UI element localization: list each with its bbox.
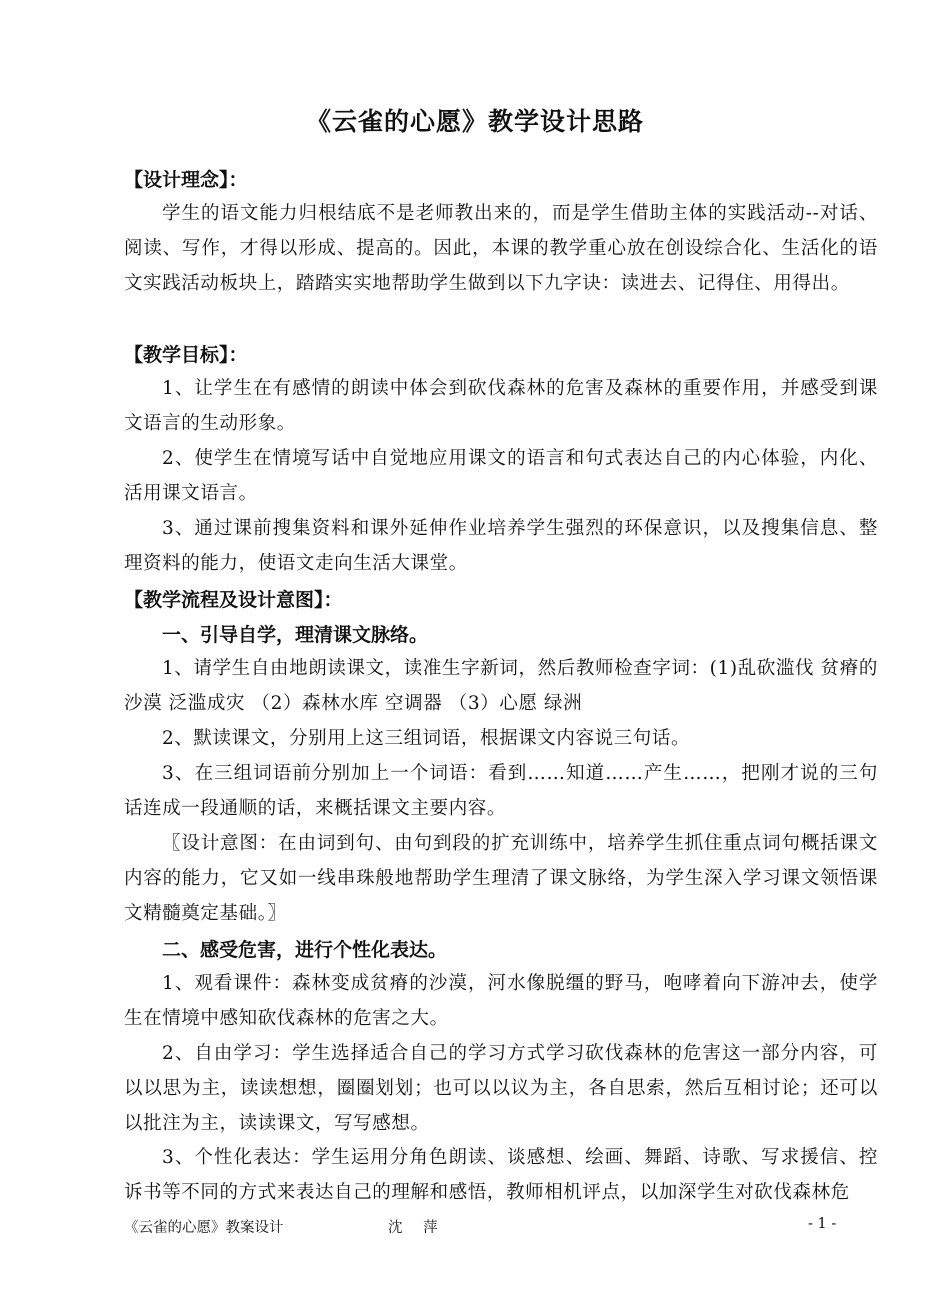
part2-item-3: 3、个性化表达：学生运用分角色朗读、谈感想、绘画、舞蹈、诗歌、写求援信、控诉书等不同的方式来表达自己的理解和感悟，教师相机评点，以加深学生对砍伐森林危 (124, 1147, 878, 1203)
part1-design-intent: 〖设计意图：在由词到句、由句到段的扩充训练中，培养学生抓住重点词句概括课文内容的能力，它又如一线串珠般地帮助学生理清了课文脉络，为学生深入学习课文领悟课文精髓奠定基础。〗 (124, 833, 878, 924)
document-title: 《云雀的心愿》教学设计思路 (305, 107, 644, 136)
part1-heading: 一、引导自学，理清课文脉络。 (162, 624, 429, 646)
part2-heading: 二、感受危害，进行个性化表达。 (162, 939, 448, 961)
part2-item-1: 1、观看课件：森林变成贫瘠的沙漠，河水像脱缰的野马，咆哮着向下游冲去，使学生在情境中感知砍伐森林的危害之大。 (124, 973, 878, 1029)
footer-document-name: 《云雀的心愿》教案设计 (124, 1220, 284, 1236)
process-heading: 【教学流程及设计意图】： (124, 589, 343, 611)
part1-item-2: 2、默读课文，分别用上这三组词语，根据课文内容说三句话。 (162, 728, 691, 749)
part1-item-3: 3、在三组词语前分别加上一个词语：看到……知道……产生……，把刚才说的三句话连成一段通顺的话，来概括课文主要内容。 (124, 763, 878, 819)
concept-paragraph: 学生的语文能力归根结底不是老师教出来的，而是学生借助主体的实践活动--对话、阅读、写作，才得以形成、提高的。因此，本课的教学重心放在创设综合化、生活化的语文实践活动板块上，踏踏实实地帮助学生做到以下九字诀：读进去、记得住、用得出。 (124, 203, 878, 294)
goal-item-1: 1、让学生在有感情的朗读中体会到砍伐森林的危害及森林的重要作用，并感受到课文语言的生动形象。 (124, 378, 878, 434)
footer-author: 沈 萍 (388, 1220, 446, 1236)
concept-heading: 【设计理念】： (124, 169, 248, 191)
goal-item-2: 2、使学生在情境写话中自觉地应用课文的语言和句式表达自己的内心体验，内化、活用课文语言。 (124, 448, 878, 504)
goals-heading: 【教学目标】： (124, 344, 248, 366)
footer-page-number: - 1 - (808, 1216, 837, 1232)
part1-item-1: 1、请学生自由地朗读课文，读准生字新词，然后教师检查字词：(1)乱砍滥伐 贫瘠的沙漠 泛滥成灾 （2）森林水库 空调器 （3）心愿 绿洲 (124, 658, 878, 714)
goal-item-3: 3、通过课前搜集资料和课外延伸作业培养学生强烈的环保意识，以及搜集信息、整理资料的能力，使语文走向生活大课堂。 (124, 518, 878, 574)
part2-item-2: 2、自由学习：学生选择适合自己的学习方式学习砍伐森林的危害这一部分内容，可以以思为主，读读想想，圈圈划划；也可以以议为主，各自思索，然后互相讨论；还可以以批注为主，读读课文，写写感想。 (124, 1043, 878, 1134)
